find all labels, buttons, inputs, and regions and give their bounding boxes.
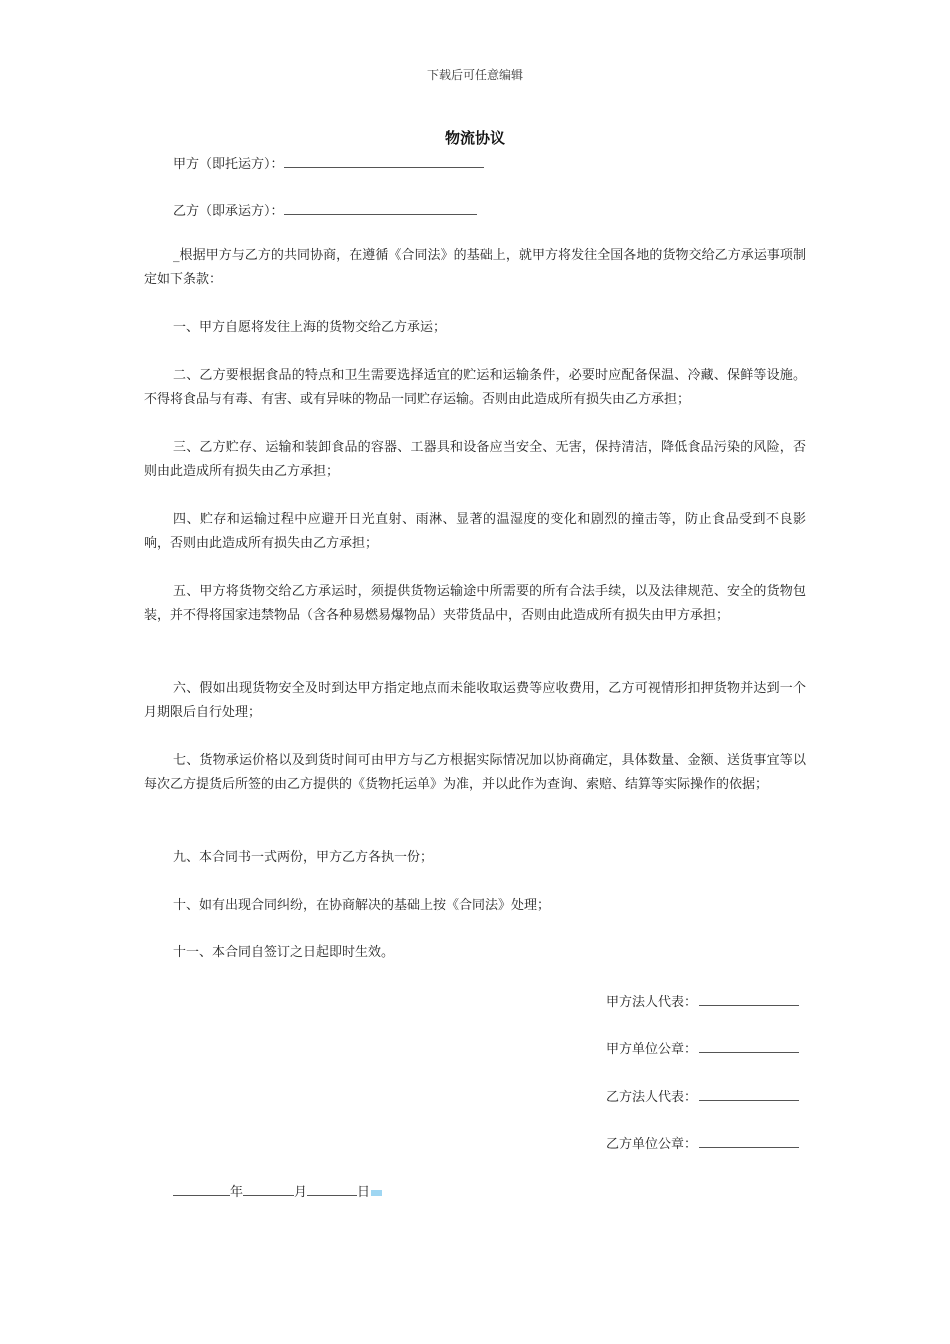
party-a-representative (606, 991, 799, 1010)
day-blank (307, 1181, 357, 1196)
document-title: 物流协议 (444, 129, 505, 147)
clause-1: 一、甲方自愿将发往上海的货物交给乙方承运； (173, 320, 447, 335)
date-line (173, 1181, 382, 1200)
party-a-representative-blank (699, 991, 799, 1006)
party-a-blank (284, 153, 484, 168)
clause-9: 九、本合同书一式两份，甲方乙方各执一份； (173, 850, 434, 865)
clause-6: 六、假如出现货物安全及时到达甲方指定地点而未能收取运费等应收费用，乙方可视情形扣押货物并达到一个月期限后自行处理； (144, 681, 806, 720)
clause-4: 四、贮存和运输过程中应避开日光直射、雨淋、显著的温湿度的变化和剧烈的撞击等，防止食品受到不良影响，否则由此造成所有损失由乙方承担； (144, 512, 806, 551)
party-a-representative-label: 甲方法人代表： (606, 995, 698, 1010)
party-a-seal-blank (699, 1038, 799, 1053)
day-label: 日 (357, 1185, 371, 1200)
party-b-representative-label: 乙方法人代表： (606, 1090, 698, 1105)
clause-11: 十一、本合同自签订之日起即时生效。 (173, 945, 395, 960)
party-b-blank (284, 200, 477, 215)
party-b-field (173, 200, 477, 219)
party-a-field (173, 153, 484, 172)
clause-intro: _根据甲方与乙方的共同协商，在遵循《合同法》的基础上，就甲方将发往全国各地的货物交给乙方承运事项制定如下条款： (144, 248, 806, 287)
clause-5: 五、甲方将货物交给乙方承运时，须提供货物运输途中所需要的所有合法手续，以及法律规范、安全的货物包装，并不得将国家违禁物品（含各种易燃易爆物品）夹带货品中，否则由此造成所有损失由甲方承担； (144, 584, 806, 623)
party-b-seal (606, 1133, 799, 1152)
month-label: 月 (294, 1185, 308, 1200)
year-label: 年 (230, 1185, 244, 1200)
party-a-label: 甲方（即托运方）： (173, 157, 284, 172)
party-b-label: 乙方（即承运方）： (173, 204, 284, 219)
clause-10: 十、如有出现合同纠纷，在协商解决的基础上按《合同法》处理； (173, 898, 551, 913)
year-blank (173, 1181, 230, 1196)
clause-7: 七、货物承运价格以及到货时间可由甲方与乙方根据实际情况加以协商确定，具体数量、金额、送货事宜等以每次乙方提货后所签的由乙方提供的《货物托运单》为准，并以此作为查询、索赔、结算等实际操作的依据； (144, 753, 806, 792)
party-b-representative-blank (699, 1086, 799, 1101)
header-note: 下载后可任意编辑 (426, 68, 523, 82)
party-a-seal (606, 1038, 799, 1057)
party-b-seal-blank (699, 1133, 799, 1148)
clause-2: 二、乙方要根据食品的特点和卫生需要选择适宜的贮运和运输条件，必要时应配备保温、冷藏、保鲜等设施。不得将食品与有毒、有害、或有异味的物品一同贮存运输。否则由此造成所有损失由乙方承担； (144, 368, 806, 407)
party-a-seal-label: 甲方单位公章： (606, 1042, 698, 1057)
clause-3: 三、乙方贮存、运输和装卸食品的容器、工器具和设备应当安全、无害，保持清洁，降低食品污染的风险，否则由此造成所有损失由乙方承担； (144, 440, 806, 479)
month-blank (243, 1181, 294, 1196)
party-b-representative (606, 1086, 799, 1105)
highlight-mark (371, 1190, 382, 1196)
party-b-seal-label: 乙方单位公章： (606, 1137, 698, 1152)
